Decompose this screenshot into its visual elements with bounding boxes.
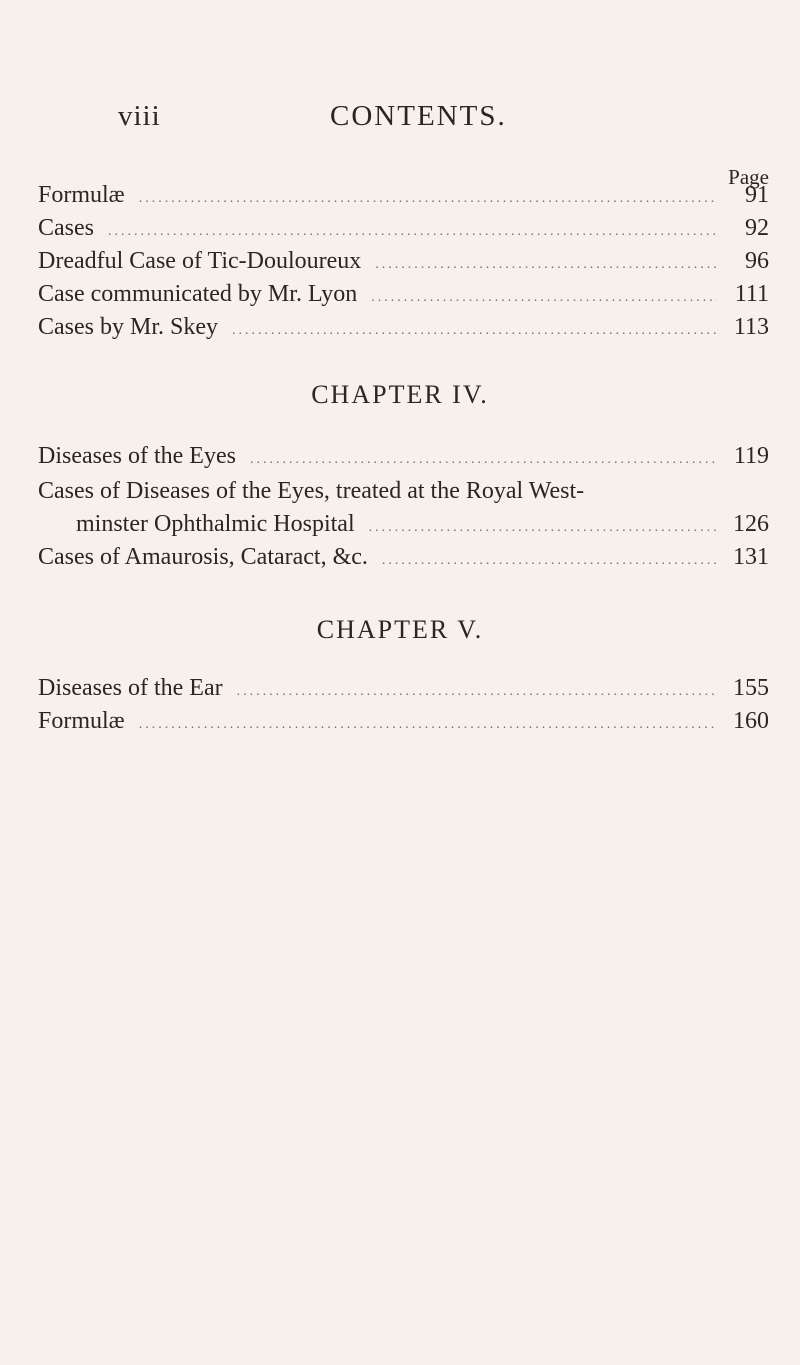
toc-entry-title: Formulæ	[38, 182, 125, 208]
toc-entry	[38, 182, 769, 214]
toc-entry-title: Cases by Mr. Skey	[38, 314, 218, 340]
toc-entry-title: Formulæ	[38, 708, 125, 734]
dot-leader	[369, 520, 717, 536]
toc-entry-title-line1: Cases of Diseases of the Eyes, treated at the Royal West-	[38, 478, 585, 504]
toc-entry-page: 111	[734, 281, 769, 307]
toc-entry	[76, 511, 769, 543]
dot-leader	[139, 191, 717, 207]
dot-leader	[375, 257, 717, 273]
dot-leader	[237, 684, 717, 700]
toc-entry-title: Dreadful Case of Tic-Douloureux	[38, 248, 362, 274]
page-number: viii	[118, 100, 161, 132]
toc-entry-page: 155	[733, 675, 769, 701]
toc-entry-title: Diseases of the Ear	[38, 675, 223, 701]
toc-entry	[38, 675, 769, 707]
page-header	[118, 100, 718, 144]
dot-leader	[382, 553, 717, 569]
toc-entry-page: 96	[745, 248, 769, 274]
toc-entry-page: 126	[733, 511, 769, 537]
toc-entry-page: 160	[733, 708, 769, 734]
chapter-heading: CHAPTER IV.	[311, 380, 489, 409]
toc-entry-title: Diseases of the Eyes	[38, 443, 236, 469]
toc-entry	[38, 544, 769, 576]
dot-leader	[371, 290, 717, 306]
dot-leader	[139, 717, 717, 733]
dot-leader	[108, 224, 717, 240]
toc-entry-page: 119	[733, 443, 769, 469]
toc-entry-page: 131	[733, 544, 769, 570]
toc-entry	[38, 248, 769, 280]
toc-entry-page: 92	[745, 215, 769, 241]
dot-leader	[250, 452, 717, 468]
toc-entry	[38, 215, 769, 247]
chapter-heading: CHAPTER V.	[316, 615, 484, 644]
page-column-label: Page	[728, 165, 769, 189]
running-title: CONTENTS.	[330, 100, 507, 132]
toc-entry	[38, 281, 769, 313]
toc-entry-title: Cases of Amaurosis, Cataract, &c.	[38, 544, 368, 570]
toc-entry	[38, 708, 769, 740]
toc-entry-page: 91	[745, 182, 769, 208]
toc-entry-page: 113	[733, 314, 769, 340]
toc-entry	[38, 443, 769, 475]
toc-entry-title: Cases	[38, 215, 94, 241]
dot-leader	[232, 323, 717, 339]
toc-entry	[38, 314, 769, 346]
toc-entry-title: Case communicated by Mr. Lyon	[38, 281, 358, 307]
toc-entry-title: minster Ophthalmic Hospital	[76, 511, 355, 537]
